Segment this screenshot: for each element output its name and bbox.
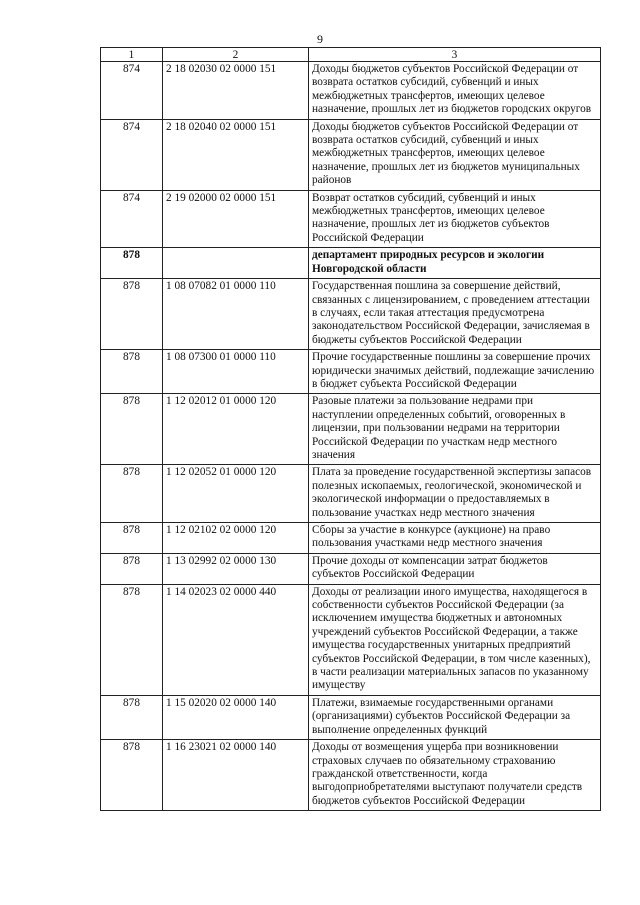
budget-classification-code-cell: 1 08 07300 01 0000 110 — [163, 350, 309, 394]
budget-classification-code-cell: 1 14 02023 02 0000 440 — [163, 584, 309, 695]
admin-code-cell: 878 — [101, 394, 163, 465]
budget-classification-code-cell: 1 16 23021 02 0000 140 — [163, 740, 309, 811]
description-cell: Сборы за участие в конкурсе (аукционе) на право пользования участками недр местного значения — [309, 523, 601, 554]
column-header-1: 1 — [101, 48, 163, 62]
budget-classification-code-cell: 1 15 02020 02 0000 140 — [163, 695, 309, 739]
table-row — [101, 248, 601, 279]
description-cell: Доходы от возмещения ущерба при возникновении страховых случаев по обязательному страхованию гражданской ответственности, когда выгодоприобретателями выступают получатели средств бюджетов субъектов Российской Федерации — [309, 740, 601, 811]
budget-classification-code-cell: 1 08 07082 01 0000 110 — [163, 279, 309, 350]
budget-classification-code-cell: 1 12 02102 02 0000 120 — [163, 523, 309, 554]
table-row — [101, 695, 601, 739]
budget-classification-code-cell: 2 18 02040 02 0000 151 — [163, 119, 309, 190]
description-cell: Доходы бюджетов субъектов Российской Федерации от возврата остатков субсидий, субвенций и иных межбюджетных трансфертов, имеющих целевое назначение, прошлых лет из бюджетов муниципальных районов — [309, 119, 601, 190]
table-row — [101, 584, 601, 695]
admin-code-cell: 874 — [101, 119, 163, 190]
budget-classification-code-cell: 1 12 02012 01 0000 120 — [163, 394, 309, 465]
table-row — [101, 394, 601, 465]
admin-code-cell: 878 — [101, 740, 163, 811]
description-cell: Возврат остатков субсидий, субвенций и иных межбюджетных трансфертов, имеющих целевое назначение, прошлых лет из бюджетов субъектов Российской Федерации — [309, 190, 601, 248]
table-row — [101, 119, 601, 190]
table-row — [101, 350, 601, 394]
admin-code-cell: 878 — [101, 523, 163, 554]
budget-classification-code-cell: 2 18 02030 02 0000 151 — [163, 62, 309, 120]
admin-code-cell: 878 — [101, 279, 163, 350]
column-header-3: 3 — [309, 48, 601, 62]
table-row — [101, 279, 601, 350]
budget-classification-code-cell: 2 19 02000 02 0000 151 — [163, 190, 309, 248]
admin-code-cell: 878 — [101, 465, 163, 523]
description-cell: Разовые платежи за пользование недрами при наступлении определенных событий, оговоренных в лицензии, при пользовании недрами на территории Российской Федерации по участкам недр местного значения — [309, 394, 601, 465]
description-cell: Доходы бюджетов субъектов Российской Федерации от возврата остатков субсидий, субвенций и иных межбюджетных трансфертов, имеющих целевое назначение, прошлых лет из бюджетов городских округов — [309, 62, 601, 120]
table-row — [101, 740, 601, 811]
table-row — [101, 553, 601, 584]
page-number: 9 — [317, 32, 323, 46]
admin-code-cell: 874 — [101, 62, 163, 120]
column-header-2: 2 — [163, 48, 309, 62]
table-row — [101, 465, 601, 523]
admin-code-cell: 878 — [101, 248, 163, 279]
description-cell: Государственная пошлина за совершение действий, связанных с лицензированием, с проведением аттестации в случаях, если такая аттестация предусмотрена законодательством Российской Федерации, зачисляемая в бюджеты субъектов Российской Федерации — [309, 279, 601, 350]
admin-code-cell: 874 — [101, 190, 163, 248]
table-header-row — [101, 48, 601, 62]
budget-classification-code-cell — [163, 248, 309, 279]
table-row — [101, 190, 601, 248]
admin-code-cell: 878 — [101, 553, 163, 584]
description-cell: Платежи, взимаемые государственными органами (организациями) субъектов Российской Федерации за выполнение определенных функций — [309, 695, 601, 739]
description-cell: Плата за проведение государственной экспертизы запасов полезных ископаемых, геологической, экономической и экологической информации о предоставляемых в пользование участках недр местного значения — [309, 465, 601, 523]
table-row — [101, 62, 601, 120]
description-cell: Прочие государственные пошлины за совершение прочих юридически значимых действий, подлежащие зачислению в бюджет субъекта Российской Федерации — [309, 350, 601, 394]
description-cell: Доходы от реализации иного имущества, находящегося в собственности субъектов Российской Федерации (за исключением имущества бюджетных и автономных учреждений субъектов Российской Федерации, а также имущества государственных унитарных предприятий субъектов Российской Федерации, в том числе казенных), в части реализации материальных запасов по указанному имуществу — [309, 584, 601, 695]
description-cell: департамент природных ресурсов и экологии Новгородской области — [309, 248, 601, 279]
admin-code-cell: 878 — [101, 695, 163, 739]
budget-classification-code-cell: 1 13 02992 02 0000 130 — [163, 553, 309, 584]
table-row — [101, 523, 601, 554]
budget-codes-table — [100, 47, 601, 811]
admin-code-cell: 878 — [101, 584, 163, 695]
admin-code-cell: 878 — [101, 350, 163, 394]
budget-classification-code-cell: 1 12 02052 01 0000 120 — [163, 465, 309, 523]
description-cell: Прочие доходы от компенсации затрат бюджетов субъектов Российской Федерации — [309, 553, 601, 584]
